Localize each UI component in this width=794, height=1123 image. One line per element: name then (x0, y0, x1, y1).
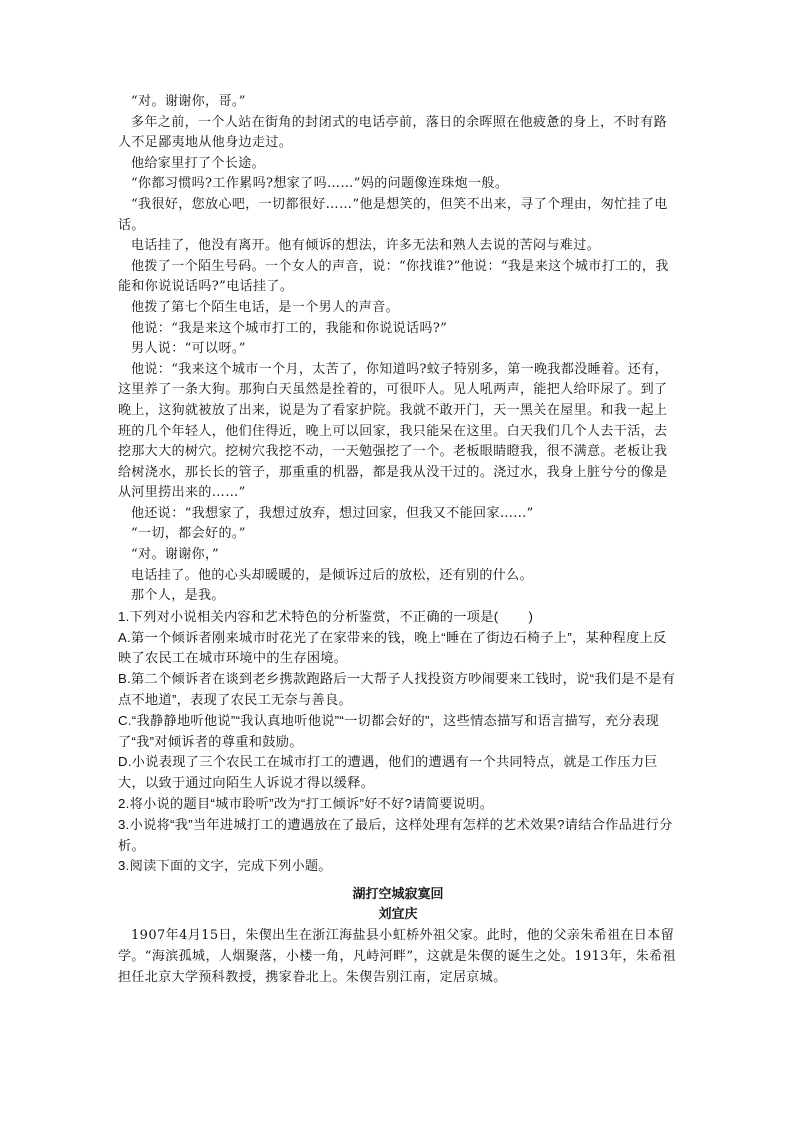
reading-instruction: 3.阅读下面的文字，完成下列小题。 (118, 858, 332, 874)
story-paragraph: 他还说：“我想家了，我想过放弃，想过回家，但我又不能回家……” (131, 505, 534, 521)
story-paragraph: 他拨了第七个陌生电话，是一个男人的声音。 (131, 299, 400, 315)
story-paragraph: “你都习惯吗?工作累吗?想家了吗……”妈的问题像连珠炮一般。 (131, 176, 509, 192)
question-1 (118, 607, 678, 628)
option-c: C.“我静静地听他说”“我认真地听他说”“一切都会好的”，这些情态描写和语言描写，充分表现了“我”对倾诉者的尊重和鼓励。 (118, 712, 659, 749)
question-2: 2.将小说的题目“城市聆听”改为“打工倾诉”好不好?请简要说明。 (118, 796, 494, 812)
option-d: D.小说表现了三个农民工在城市打工的遭遇，他们的遭遇有一个共同特点，就是工作压力巨大，以致于通过向陌生人诉说才得以缓释。 (118, 754, 658, 791)
story-paragraph: “我很好，您放心吧，一切都很好……”他是想笑的，但笑不出来，寻了个理由，匆忙挂了电话。 (118, 196, 668, 233)
article-author: 刘宜庆 (378, 907, 418, 923)
story-paragraph: “对。谢谢你，哥。” (131, 94, 246, 109)
option-b: B.第二个倾诉者在谈到老乡携款跑路后一大帮子人找投资方吵闹要来工钱时，说“我们是不是有点不地道”，表现了农民工无奈与善良。 (118, 671, 676, 708)
question-3: 3.小说将“我”当年进城打工的遭遇放在了最后，这样处理有怎样的艺术效果?请结合作品进行分析。 (118, 816, 673, 853)
story-paragraph: 他拨了一个陌生号码。一个女人的声音，说：“你找谁?”他说：“我是来这个城市打工的，我能和你说说话吗?”电话挂了。 (118, 258, 669, 295)
questions-section (118, 607, 678, 877)
story-paragraph: “一切，都会好的。” (131, 526, 246, 542)
story-paragraph: 多年之前，一个人站在街角的封闭式的电话亭前，落日的余晖照在他疲惫的身上，不时有路人不足鄙夷地从他身边走过。 (118, 114, 668, 151)
story-text (118, 92, 678, 607)
article-section (118, 885, 678, 988)
story-paragraph: “对。谢谢你，” (131, 547, 219, 563)
article-paragraph: 1907年4月15日，朱偰出生在浙江海盐县小虹桥外祖父家。此时，他的父亲朱希祖在日本留学。“海滨孤城，人烟聚落，小楼一角，凡峙河畔”，这就是朱偰的诞生之处。1913年，朱希祖担任北京大学预科教授，携家眷北上。朱偰告别江南，定居京城。 (118, 928, 676, 986)
question-1-close: ) (528, 608, 534, 624)
story-paragraph: 男人说：“可以呀。” (131, 341, 246, 357)
story-paragraph: 他给家里打了个长途。 (131, 155, 266, 171)
option-a: A.第一个倾诉者刚来城市时花光了在家带来的钱，晚上“睡在了街边石椅子上”，某种程度上反映了农民工在城市环境中的生存困境。 (118, 629, 667, 666)
story-paragraph: 那个人，是我。 (131, 588, 225, 604)
story-paragraph: 他说：“我来这个城市一个月，太苦了，你知道吗?蚊子特别多，第一晚我都没睡着。还有，这里养了一条大狗。那狗白天虽然是拴着的，可很吓人。见人吼两声，能把人给吓尿了。到了晚上，这狗就被放了出来，说是为了看家护院。我就不敢开门，天一黑关在屋里。和我一起上班的几个年轻人，他们住得近，晚上可以回家，我只能呆在这里。白天我们几个人去干活，去挖那大大的树穴。挖树穴我挖不动，一天勉强挖了一个。老板眼睛瞪我，很不满意。老板让我给树浇水，那长长的管子，那重重的机器，都是我从没干过的。浇过水，我身上脏兮兮的像是从河里捞出来的……” (118, 361, 669, 501)
story-paragraph: 电话挂了。他的心头却暖暖的，是倾诉过后的放松，还有别的什么。 (131, 567, 534, 583)
document-page (118, 92, 678, 988)
story-paragraph: 电话挂了，他没有离开。他有倾诉的想法，许多无法和熟人去说的苦闷与难过。 (131, 238, 601, 254)
article-title: 湖打空城寂寞回 (352, 887, 444, 903)
question-1-stem: 1.下列对小说相关内容和艺术特色的分析鉴赏，不正确的一项是( (118, 608, 499, 624)
story-paragraph: 他说：“我是来这个城市打工的，我能和你说说话吗?” (131, 320, 448, 336)
